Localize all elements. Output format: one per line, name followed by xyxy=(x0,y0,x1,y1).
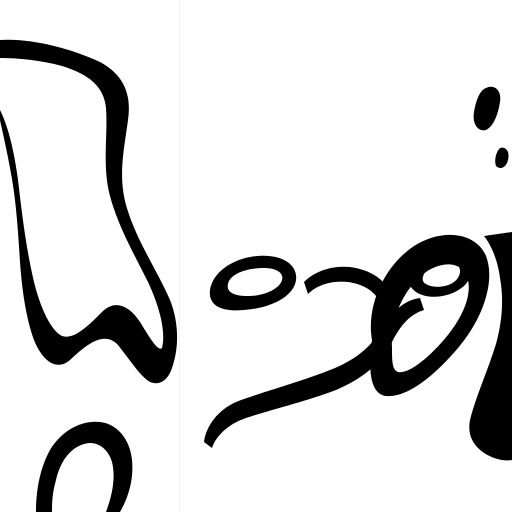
brush-stroke-bottom-hook xyxy=(36,422,132,512)
left-calligraphy-panel xyxy=(0,0,180,512)
right-calligraphy-panel xyxy=(180,0,512,512)
brush-dot-top xyxy=(474,87,501,131)
brush-dot-small xyxy=(495,148,508,168)
left-brush-strokes xyxy=(0,0,180,512)
brush-loop-left xyxy=(210,256,296,311)
right-brush-strokes xyxy=(180,0,512,512)
brush-stroke-main-curve xyxy=(0,40,177,383)
